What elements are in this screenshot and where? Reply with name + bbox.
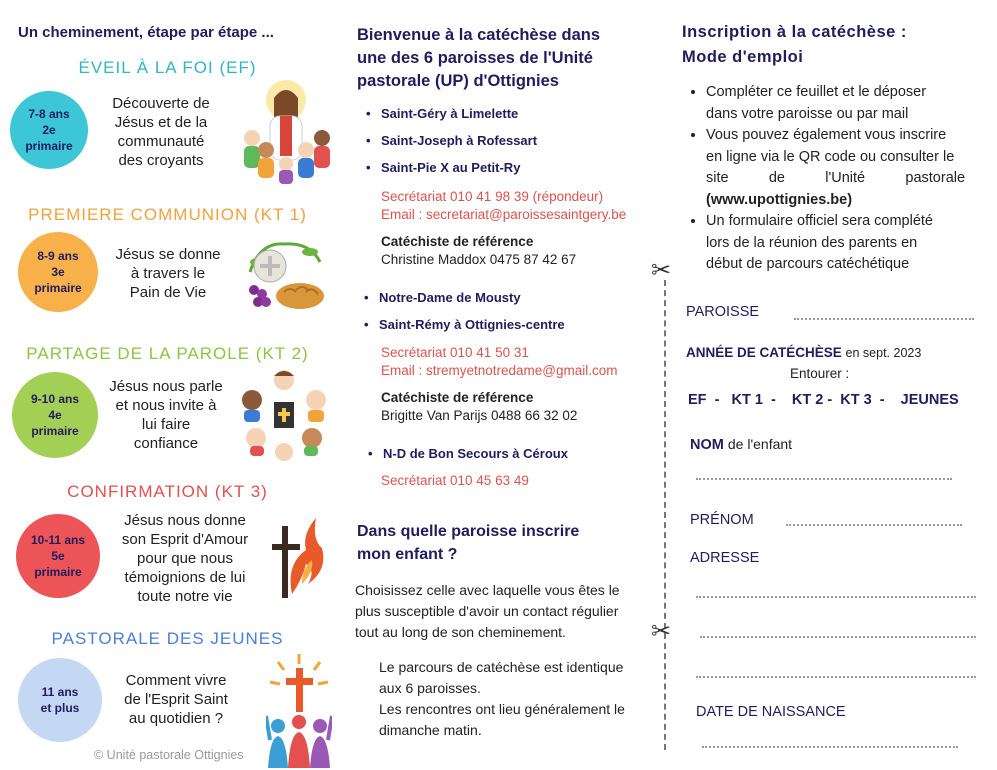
instruction-item: • Vous pouvez également vous inscrire en ligne via le QR code ou consulter le site de l'Unité pastorale (www.upottignies.be) [706,125,994,211]
adresse-input-3[interactable] [696,676,976,678]
naissance-label: DATE DE NAISSANCE [696,704,846,720]
parish-item: • Saint-Géry à Limelette [357,106,537,133]
parish-item: • Saint-Pie X au Petit-Ry [357,160,537,187]
catechist-label-2: Catéchiste de référence [381,390,534,405]
paroisse-label: PAROISSE [686,304,760,320]
parish-list-2 [355,290,565,344]
stage-title-kt3: CONFIRMATION (KT 3) [67,482,268,501]
stage-desc-jeunes: Comment vivre de l'Esprit Saint au quotidien ? [124,672,228,727]
question-title: Dans quelle paroisse inscrire mon enfant ? [357,523,580,563]
adresse-label: ADRESSE [690,550,760,566]
stage-circle-kt2: 9-10 ans 4e primaire [12,372,98,458]
entourer-label: Entourer : [790,366,850,381]
adresse-input-1[interactable] [696,596,976,598]
welcome-title: Bienvenue à la catéchèse dans une des 6 paroisses de l'Unité pastorale (UP) d'Ottignies [357,26,601,90]
stage-desc-kt1: Jésus se donne à travers le Pain de Vie [115,246,221,301]
bread-chalice-illustration [240,232,328,316]
stage-circle-kt1: 8-9 ans 3e primaire [18,232,98,312]
stage-title-kt2: PARTAGE DE LA PAROLE (KT 2) [26,344,309,363]
stage-title-jeunes: PASTORALE DES JEUNES [51,629,284,648]
catechist-1: Christine Maddox 0475 87 42 67 [381,252,577,267]
stage-desc-ef: Découverte de Jésus et de la communauté des croyants [112,95,210,169]
bible-circle-illustration [236,366,332,462]
stage-circle-kt3: 10-11 ans 5e primaire [16,514,100,598]
instructions-list [688,82,994,276]
scissors-icon: ✂ [651,618,672,645]
parish-item: • Saint-Joseph à Rofessart [357,133,537,160]
catechesis-year-options[interactable]: EF - KT 1 - KT 2 - KT 3 - JEUNES [688,392,959,408]
adresse-input-2[interactable] [700,636,976,638]
parish-list-1 [357,106,537,187]
nom-input[interactable] [696,478,952,480]
secretariat-1: Secrétariat 010 41 98 39 (répondeur) [381,189,604,204]
prenom-label: PRÉNOM [690,512,754,528]
parish-item: • Notre-Dame de Mousty [355,290,565,317]
prenom-input[interactable] [786,524,962,526]
stage-desc-kt2: Jésus nous parle et nous invite à lui faire confiance [109,378,223,452]
email-1[interactable]: Email : secretariat@paroissesaintgery.be [381,207,627,222]
naissance-input[interactable] [702,746,958,748]
registration-title: Inscription à la catéchèse : Mode d'emploi [682,23,907,66]
annee-label: ANNÉE DE CATÉCHÈSE en sept. 2023 [686,345,922,360]
youth-cross-icon [266,652,332,768]
stage-circle-ef: 7-8 ans 2e primaire [10,91,88,169]
cross-flame-icon [272,514,328,602]
stages-title: Un cheminement, étape par étape ... [18,24,274,41]
note-text: Le parcours de catéchèse est identique aux 6 paroisses. Les rencontres ont lieu généralement le dimanche matin. [379,659,625,738]
catechist-label-1: Catéchiste de référence [381,234,534,249]
email-2[interactable]: Email : stremyetnotredame@gmail.com [381,363,618,378]
stage-circle-jeunes: 11 ans et plus [18,658,102,742]
parish-list-3 [359,446,568,461]
stage-title-kt1: PREMIERE COMMUNION (KT 1) [28,205,307,224]
jesus-children-illustration [236,78,332,186]
instruction-item: • Un formulaire officiel sera complété lors de la réunion des parents en début de parcours catéchétique [706,211,994,276]
secretariat-2: Secrétariat 010 41 50 31 [381,345,529,360]
answer-text: Choisissez celle avec laquelle vous êtes le plus susceptible d'avoir un contact régulier tout au long de son cheminement. [355,582,620,640]
copyright: © Unité pastorale Ottignies [94,748,244,762]
instruction-item: • Compléter ce feuillet et le déposer dans votre paroisse ou par mail [706,82,994,125]
parish-item: • N-D de Bon Secours à Céroux [359,446,568,461]
parish-item: • Saint-Rémy à Ottignies-centre [355,317,565,344]
catechist-2: Brigitte Van Parijs 0488 66 32 02 [381,408,578,423]
stage-desc-kt3: Jésus nous donne son Esprit d'Amour pour que nous témoignions de lui toute notre vie [121,512,249,605]
paroisse-input[interactable] [794,318,974,320]
nom-label: NOM de l'enfant [690,436,793,453]
secretariat-3: Secrétariat 010 45 63 49 [381,473,529,488]
scissors-icon: ✂ [651,257,672,284]
stage-title-ef: ÉVEIL À LA FOI (EF) [78,58,257,77]
cut-line [664,280,666,750]
